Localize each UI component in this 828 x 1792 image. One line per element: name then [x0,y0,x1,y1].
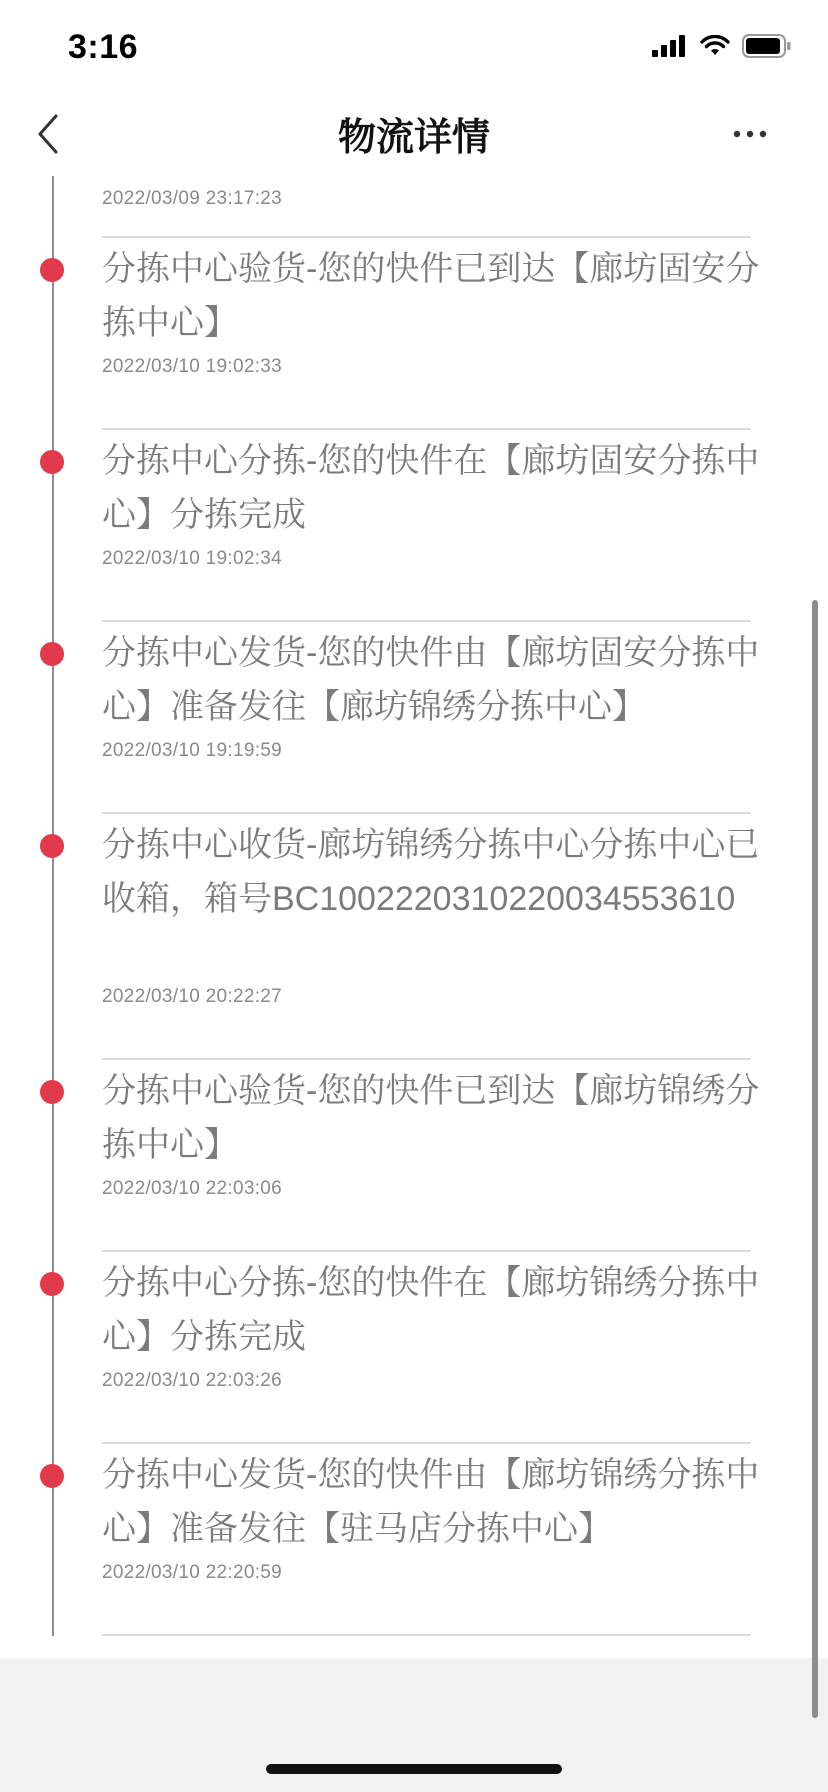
divider [102,1634,751,1636]
entry-time: 2022/03/10 19:02:33 [102,356,283,377]
page-title: 物流详情 [337,117,490,159]
entry-time: 2022/03/10 19:19:59 [102,740,283,761]
entry-description: 分拣中心发货-您的快件由【廊坊锦绣分拣中心】准备发往【驻马店分拣中心】 [102,1456,760,1548]
divider [102,812,751,814]
timeline-line [52,176,54,1636]
entry-time: 2022/03/10 20:22:27 [102,986,283,1007]
status-bar [0,0,828,100]
divider [102,620,751,622]
entry-description: 分拣中心分拣-您的快件在【廊坊固安分拣中心】分拣完成 [102,442,760,534]
entry-description: 分拣中心验货-您的快件已到达【廊坊固安分拣中心】 [102,250,760,342]
entry-time: 2022/03/10 22:03:06 [102,1178,283,1199]
timeline-dot [40,1464,64,1488]
timeline-dot [40,642,64,666]
divider [102,1058,751,1060]
status-icons [652,34,792,58]
entry-time: 2022/03/10 22:20:59 [102,1562,283,1583]
divider [102,236,751,238]
scrollbar[interactable] [812,600,818,1718]
divider [102,428,751,430]
entry-description: 分拣中心分拣-您的快件在【廊坊锦绣分拣中心】分拣完成 [102,1264,760,1356]
home-indicator[interactable] [266,1764,562,1774]
timeline-dot [40,1272,64,1296]
status-time: 3:16 [68,28,139,66]
timeline-dot [40,1080,64,1104]
nav-bar [0,100,828,164]
wifi-icon [700,35,730,57]
divider [102,1442,751,1444]
timeline-dot [40,450,64,474]
entry-description: 分拣中心验货-您的快件已到达【廊坊锦绣分拣中心】 [102,1072,760,1164]
entry-description: 分拣中心发货-您的快件由【廊坊固安分拣中心】准备发往【廊坊锦绣分拣中心】 [102,634,760,726]
timeline-dot [40,258,64,282]
battery-icon [742,34,792,58]
entry-time: 2022/03/09 23:17:23 [102,188,283,209]
more-dots-icon [733,130,767,138]
entry-time: 2022/03/10 22:03:26 [102,1370,283,1391]
divider [102,1250,751,1252]
more-button[interactable] [712,114,788,154]
logistics-timeline [0,176,828,1658]
signal-icon [652,35,688,57]
timeline-dot [40,834,64,858]
entry-time: 2022/03/10 19:02:34 [102,548,283,569]
entry-description: 分拣中心收货-廊坊锦绣分拣中心分拣中心已收箱，箱号BC1002220310220034553610 [102,826,760,918]
